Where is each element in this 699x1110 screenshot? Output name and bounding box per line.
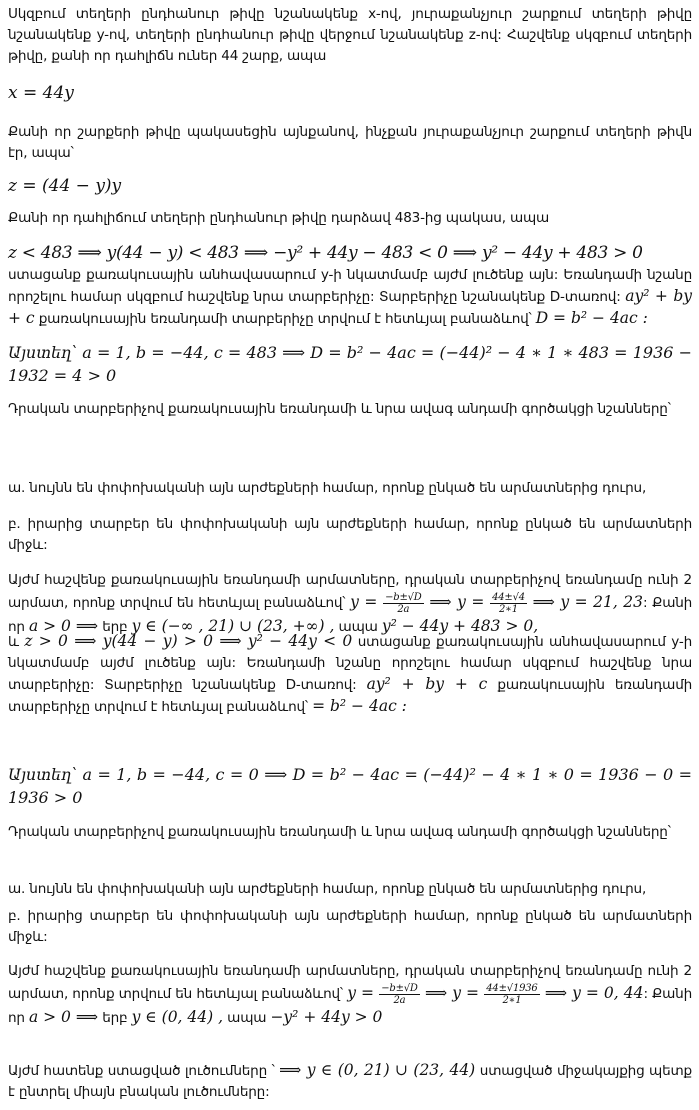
paragraph-quadratic: [8, 265, 692, 330]
fraction-roots: [490, 592, 527, 615]
text-since: : Քանի որ: [8, 986, 693, 1026]
text-then: ապա: [227, 1009, 267, 1026]
equation-inequality: z < 483 ⟹ y(44 − y) < 483 ⟹ −y² + 44y − 483 < 0 ⟹ y² − 44y + 483 > 0: [8, 243, 643, 263]
text-quadratic-intro: ստացանք քառակուսային անհավասարում y-ի նկատմամբ այժմ լուծենք այն: Եռանդամի նշանը որոշելու համար սկզբում հաշվենք նրա տարբերիչը: Տարբերիչը նշանակենք D-տառով:: [8, 267, 692, 305]
fraction-numerator: −b±√D: [385, 591, 422, 603]
math-y-equals: y =: [347, 984, 374, 1002]
text-discriminant-formula: քառակուսային եռանդամի տարբերիչը տրվում է հետևյալ բանաձևով՝: [8, 677, 693, 715]
paragraph-rows: Քանի որ շարքերի թիվը պակասեցին այնքանով, ինչքան յուրաքանչյուր շարքում տեղերի թիվն էր, ապա՝: [8, 124, 692, 161]
math-discriminant: D = b² − 4ac :: [535, 309, 648, 327]
fraction-numerator: 44±√1936: [486, 982, 538, 994]
paragraph-discriminant-calc-2: Այստեղ՝ a = 1, b = −44, c = 0 ⟹ D = b² − 4ac = (−44)² − 4 ∗ 1 ∗ 0 = 1936 − 0 = 1936 > 0: [8, 765, 692, 807]
text-when: երբ: [102, 1009, 128, 1026]
fraction-quadratic-formula: [383, 592, 424, 615]
paragraph-rule-b: բ. իրարից տարբեր են փոփոխականի այն արժեքների համար, որոնք ընկած են արմատների միջև:: [8, 516, 692, 553]
paragraph-total: Քանի որ դահլիճում տեղերի ընդհանուր թիվը դարձավ 483-ից պակաս, ապա: [8, 210, 550, 226]
math-y-equals: ⟹ y =: [429, 593, 485, 611]
math-intersection: ⟹ y ∈ (0, 21) ∪ (23, 44): [279, 1061, 476, 1079]
math-y-equals: y =: [350, 593, 378, 611]
text-quadratic-intro: ստացանք քառակուսային անհավասարում y-ի նկատմամբ այժմ լուծենք այն: Եռանդամի նշանը որոշելու համար սկզբում հաշվենք նրա տարբերիչը: Տարբերիչը նշանակենք D-տառով:: [8, 634, 692, 693]
fraction-roots: [484, 983, 539, 1006]
text-then: ապա: [338, 618, 378, 635]
math-discriminant: = b² − 4ac :: [312, 697, 407, 715]
paragraph-rule-a: ա. նույնն են փոփոխականի այն արժեքների համար, որոնք ընկած են արմատներից դուրս,: [8, 480, 647, 496]
paragraph-intro: Սկզբում տեղերի ընդհանուր թիվը նշանակենք x-ով, յուրաքանչյուր շարքում տեղերի թիվը նշանակենք y-ով, տեղերի ընդհանուր թիվը վերջում նշանակենք z-ով: Հաշվենք սկզբում տեղերի թիվը, քանի որ դահլիճն ուներ 44 շարք, ապա: [8, 6, 692, 64]
math-trinomial: ay² + by + c: [8, 287, 693, 327]
text-roots-intro: Այժմ հաշվենք քառակուսային եռանդամի արմատները, դրական տարբերիչով եռանդամը ունի 2 արմատ, որոնք տրվում են հետևյալ բանաձևով՝: [8, 572, 692, 611]
paragraph-discriminant-calc: Այստեղ՝ a = 1, b = −44, c = 483 ⟹ D = b² − 4ac = (−44)² − 4 ∗ 1 ∗ 483 = 1936 − 1932 = 4 > 0: [8, 343, 692, 385]
equation-z: z = (44 − y)y: [8, 176, 122, 196]
fraction-denominator: 2∗1: [502, 994, 522, 1006]
text-intersect-intro: Այժմ հատենք ստացված լուծումները ՝: [8, 1063, 275, 1079]
text-and: և: [8, 634, 19, 650]
math-inequality-result: y² − 44y + 483 > 0,: [381, 616, 539, 635]
fraction-quadratic-formula: [379, 983, 420, 1006]
math-interval: y ∈ (−∞ , 21) ∪ (23, +∞) ,: [131, 616, 335, 635]
math-a-positive: a > 0 ⟹: [28, 1007, 99, 1026]
fraction-numerator: 44±√4: [492, 591, 525, 603]
math-z-positive: z > 0 ⟹ y(44 − y) > 0 ⟹ y² − 44y < 0: [24, 632, 353, 650]
fraction-denominator: 2a: [393, 994, 406, 1006]
math-inequality-result: −y² + 44y > 0: [270, 1007, 383, 1026]
paragraph-sign-rule-2: Դրական տարբերիչով քառակուսային եռանդամի և նրա ավագ անդամի գործակցի նշանները՝: [8, 824, 671, 840]
text-when: երբ: [102, 618, 128, 635]
fraction-denominator: 2a: [397, 603, 410, 615]
math-y-equals: ⟹ y =: [425, 984, 480, 1002]
paragraph-second-quadratic: [8, 631, 692, 718]
fraction-denominator: 2∗1: [499, 603, 518, 615]
math-trinomial: ay² + by + c: [366, 675, 488, 693]
math-a-positive: a > 0 ⟹: [28, 616, 99, 635]
math-roots-result: ⟹ y = 0, 44: [544, 984, 644, 1002]
equation-x: x = 44y: [8, 83, 74, 103]
paragraph-intersection: [8, 1060, 692, 1103]
text-natural-solutions: ստացված միջակայքից պետք է ընտրել միայն բնական լուծումները:: [8, 1063, 692, 1100]
paragraph-rule-b-2: բ. իրարից տարբեր են փոփոխականի այն արժեքների համար, որոնք ընկած են արմատների միջև:: [8, 908, 692, 945]
paragraph-sign-rule: Դրական տարբերիչով քառակուսային եռանդամի և նրա ավագ անդամի գործակցի նշանները՝: [8, 401, 671, 417]
paragraph-roots: [8, 569, 692, 638]
fraction-numerator: −b±√D: [381, 982, 418, 994]
paragraph-rule-a-2: ա. նույնն են փոփոխականի այն արժեքների համար, որոնք ընկած են արմատներից դուրս,: [8, 881, 647, 897]
math-roots-result: ⟹ y = 21, 23: [532, 593, 644, 611]
math-interval: y ∈ (0, 44) ,: [131, 1007, 224, 1026]
text-roots-intro: Այժմ հաշվենք քառակուսային եռանդամի արմատները, դրական տարբերիչով եռանդամը ունի 2 արմատ, որոնք տրվում են հետևյալ բանաձևով՝: [8, 963, 692, 1002]
text-since: : Քանի որ: [8, 595, 693, 635]
paragraph-roots-2: [8, 960, 692, 1029]
text-discriminant-formula: քառակուսային եռանդամի տարբերիչը տրվում է հետևյալ բանաձևով՝: [38, 311, 532, 327]
